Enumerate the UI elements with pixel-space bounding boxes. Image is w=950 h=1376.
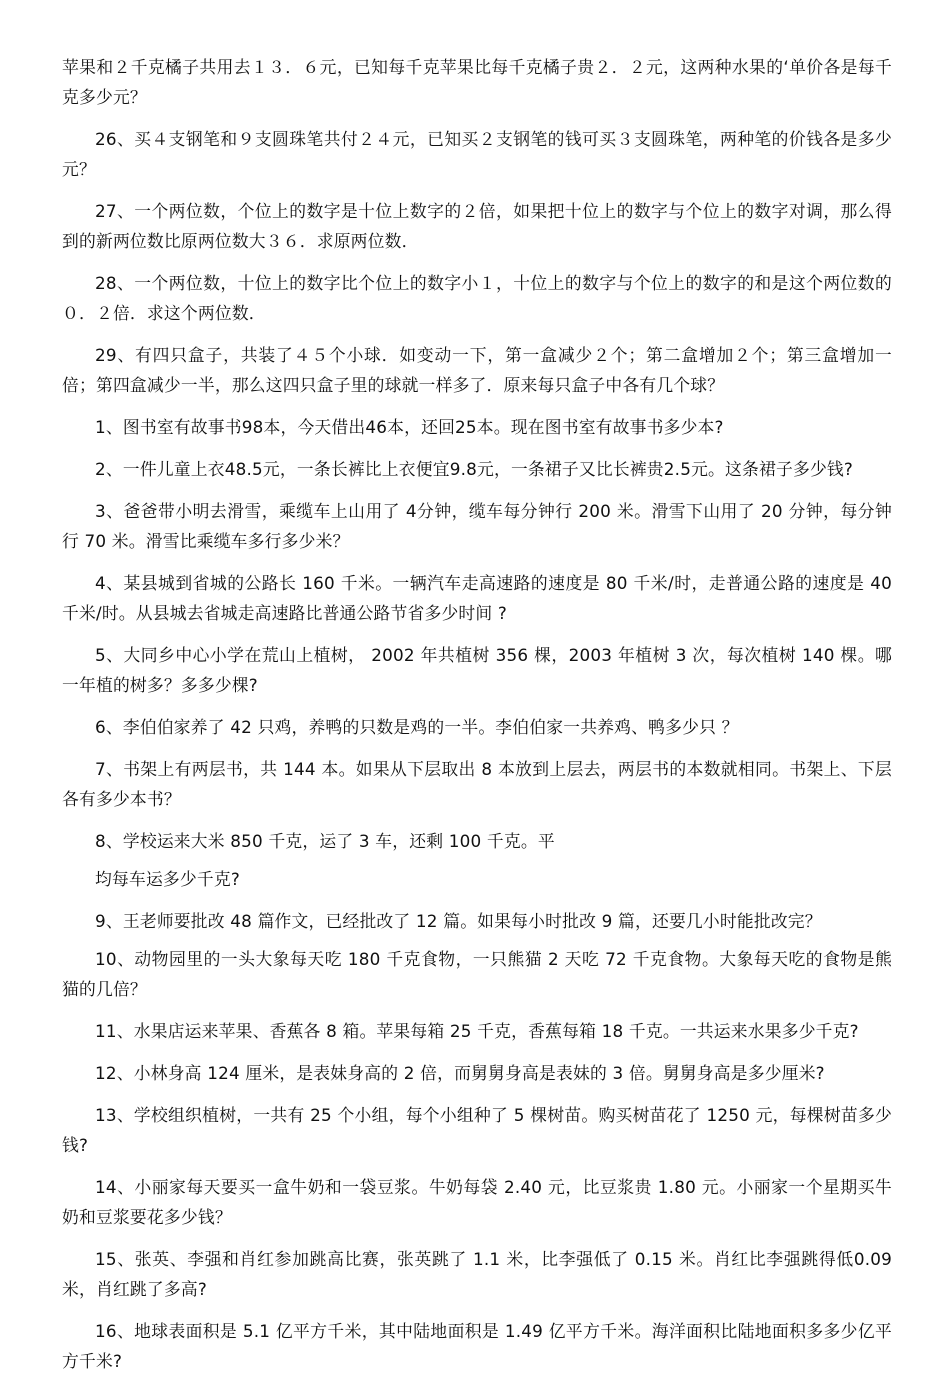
problem-10: 10、动物园里的一头大象每天吃 180 千克食物，一只熊猫 2 天吃 72 千克食物。大象每天吃的食物是熊猫的几倍？ bbox=[62, 949, 892, 999]
problem-5: 5、大同乡中心小学在荒山上植树， 2002 年共植树 356 棵，2003 年植树 3 次，每次植树 140 棵。哪一年植的树多？多多少棵? bbox=[62, 645, 892, 695]
problem-25-continued: 苹果和２千克橘子共用去１３．６元，已知每千克苹果比每千克橘子贵２．２元，这两种水果的‘单价各是每千克多少元？ bbox=[62, 57, 892, 107]
document-page bbox=[62, 52, 892, 1376]
problem-3: 3、爸爸带小明去滑雪，乘缆车上山用了 4分钟，缆车每分钟行 200 米。滑雪下山用了 20 分钟，每分钟行 70 米。滑雪比乘缆车多行多少米？ bbox=[62, 501, 892, 551]
problem-14: 14、小丽家每天要买一盒牛奶和一袋豆浆。牛奶每袋 2.40 元，比豆浆贵 1.80 元。小丽家一个星期买牛奶和豆浆要花多少钱？ bbox=[62, 1177, 892, 1227]
problem-12: 12、小林身高 124 厘米，是表妹身高的 2 倍，而舅舅身高是表妹的 3 倍。舅舅身高是多少厘米? bbox=[95, 1063, 825, 1083]
problem-13: 13、学校组织植树，一共有 25 个小组，每个小组种了 5 棵树苗。购买树苗花了 1250 元，每棵树苗多少钱? bbox=[62, 1105, 892, 1155]
problem-28: 28、一个两位数，十位上的数字比个位上的数字小１，十位上的数字与个位上的数字的和是这个两位数的０．２倍．求这个两位数． bbox=[62, 273, 892, 323]
problem-2: 2、一件儿童上衣48.5元，一条长裤比上衣便宜9.8元，一条裙子又比长裤贵2.5元。这条裙子多少钱? bbox=[95, 459, 854, 479]
problem-15: 15、张英、李强和肖红参加跳高比赛，张英跳了 1.1 米，比李强低了 0.15 米。肖红比李强跳得低0.09 米，肖红跳了多高? bbox=[62, 1249, 892, 1299]
problem-9: 9、王老师要批改 48 篇作文，已经批改了 12 篇。如果每小时批改 9 篇，还要几小时能批改完？ bbox=[95, 911, 822, 931]
problem-6: 6、李伯伯家养了 42 只鸡，养鸭的只数是鸡的一半。李伯伯家一共养鸡、鸭多少只 ？ bbox=[95, 717, 739, 737]
problem-8-line-2: 均每车运多少千克? bbox=[95, 869, 240, 889]
problem-7: 7、书架上有两层书，共 144 本。如果从下层取出 8 本放到上层去，两层书的本数就相同。书架上、下层各有多少本书？ bbox=[62, 759, 892, 809]
problem-4: 4、某县城到省城的公路长 160 千米。一辆汽车走高速路的速度是 80 千米/时，走普通公路的速度是 40 千米/时。从县城去省城走高速路比普通公路节省多少时间 ? bbox=[62, 573, 892, 623]
problem-29: 29、有四只盒子，共装了４５个小球．如变动一下，第一盒减少２个；第二盒增加２个；第三盒增加一倍；第四盒减少一半，那么这四只盒子里的球就一样多了．原来每只盒子中各有几个球？ bbox=[62, 345, 892, 395]
problem-16: 16、地球表面积是 5.1 亿平方千米，其中陆地面积是 1.49 亿平方千米。海洋面积比陆地面积多多少亿平方千米? bbox=[62, 1321, 892, 1371]
problem-27: 27、一个两位数，个位上的数字是十位上数字的２倍，如果把十位上的数字与个位上的数字对调，那么得到的新两位数比原两位数大３６．求原两位数． bbox=[62, 201, 892, 251]
problem-1: 1、图书室有故事书98本，今天借出46本，还回25本。现在图书室有故事书多少本? bbox=[95, 417, 724, 437]
problem-8-line-1: 8、学校运来大米 850 千克，运了 3 车，还剩 100 千克。平 bbox=[95, 831, 555, 851]
problem-11: 11、水果店运来苹果、香蕉各 8 箱。苹果每箱 25 千克，香蕉每箱 18 千克。一共运来水果多少千克? bbox=[95, 1021, 859, 1041]
problem-26: 26、买４支钢笔和９支圆珠笔共付２４元，已知买２支钢笔的钱可买３支圆珠笔，两种笔的价钱各是多少元？ bbox=[62, 129, 892, 179]
